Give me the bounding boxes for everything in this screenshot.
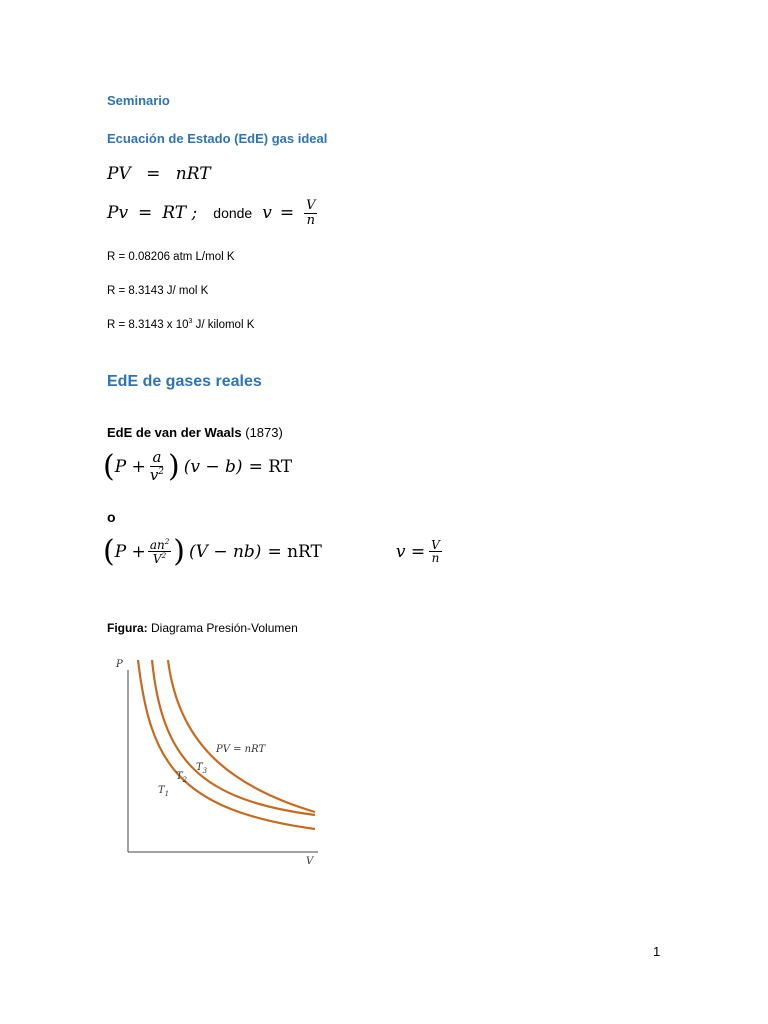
r3-prefix: R = 8.3143 x 10 — [107, 318, 189, 331]
t3-letter: T — [196, 762, 203, 773]
eq1-equals: = — [146, 164, 161, 184]
vdw2-p: P + — [114, 542, 146, 562]
y-axis-label: P — [116, 659, 123, 670]
curve-equation-label: PV = nRT — [216, 744, 266, 755]
page-number: 1 — [653, 944, 661, 959]
vdw2-v-denominator: n — [431, 551, 440, 566]
eq2-denominator: n — [306, 212, 315, 228]
eq2-donde: donde — [213, 205, 253, 222]
vdw2-num-exp: 2 — [164, 536, 170, 546]
vdw2-v-numerator: V — [431, 537, 440, 552]
t2-sub: 2 — [182, 776, 188, 784]
vdw2-den-exp: 2 — [161, 551, 167, 561]
r-value-2: R = 8.3143 J/ mol K — [107, 285, 209, 297]
eq2-equals: = — [138, 203, 153, 224]
vdw2-mid: (V − nb) — [189, 542, 262, 562]
r3-exponent: 3 — [188, 318, 193, 325]
vdw1-rhs: = RT — [248, 456, 293, 477]
t3-sub: 3 — [202, 767, 208, 775]
vdw1-numerator: a — [152, 448, 162, 466]
eq2-v: v — [262, 203, 272, 224]
vdw1-p: P + — [114, 456, 146, 477]
ideal-gas-heading: Ecuación de Estado (EdE) gas ideal — [107, 131, 328, 146]
eq2-rhs: RT ; — [162, 203, 198, 224]
vdw1-den-base: v — [149, 465, 159, 484]
isotherm-t3 — [168, 660, 315, 812]
eq2-numerator: V — [306, 198, 316, 213]
t1-sub: 1 — [164, 790, 170, 798]
vdw2-num-base: an — [149, 537, 165, 552]
r-value-1: R = 0.08206 atm L/mol K — [107, 251, 235, 263]
or-text: o — [107, 509, 116, 525]
vdw-year: (1873) — [241, 425, 283, 440]
vdw2-v: v = — [395, 542, 426, 562]
t1-letter: T — [158, 785, 165, 796]
caption-bold: Figura: — [107, 621, 148, 635]
left-paren: ( — [103, 448, 115, 484]
t2-letter: T — [176, 771, 183, 782]
vdw2-rhs: = nRT — [267, 542, 322, 562]
x-axis-label: V — [306, 856, 314, 867]
eq1-lhs: PV — [107, 164, 131, 184]
section-label: Seminario — [107, 93, 170, 108]
caption-text: Diagrama Presión-Volumen — [147, 621, 298, 635]
right-paren: ) — [168, 448, 180, 484]
eq2-lhs: Pv — [107, 203, 129, 224]
t2-label — [176, 771, 188, 784]
t1-label — [158, 785, 169, 798]
vdw1-mid: (v − b) — [183, 456, 243, 477]
vdw2-den-base: V — [152, 552, 162, 567]
right-paren-2: ) — [173, 534, 185, 569]
isotherm-t2 — [152, 660, 315, 815]
vdw1-den-exp: 2 — [158, 466, 165, 477]
r3-suffix: J/ kilomol K — [192, 318, 255, 331]
eq1-rhs: nRT — [175, 164, 211, 184]
vdw-label-bold: EdE de van der Waals — [107, 425, 242, 440]
real-gas-heading: EdE de gases reales — [107, 373, 262, 390]
left-paren-2: ( — [103, 534, 115, 569]
eq2-equals-2: = — [279, 203, 295, 224]
